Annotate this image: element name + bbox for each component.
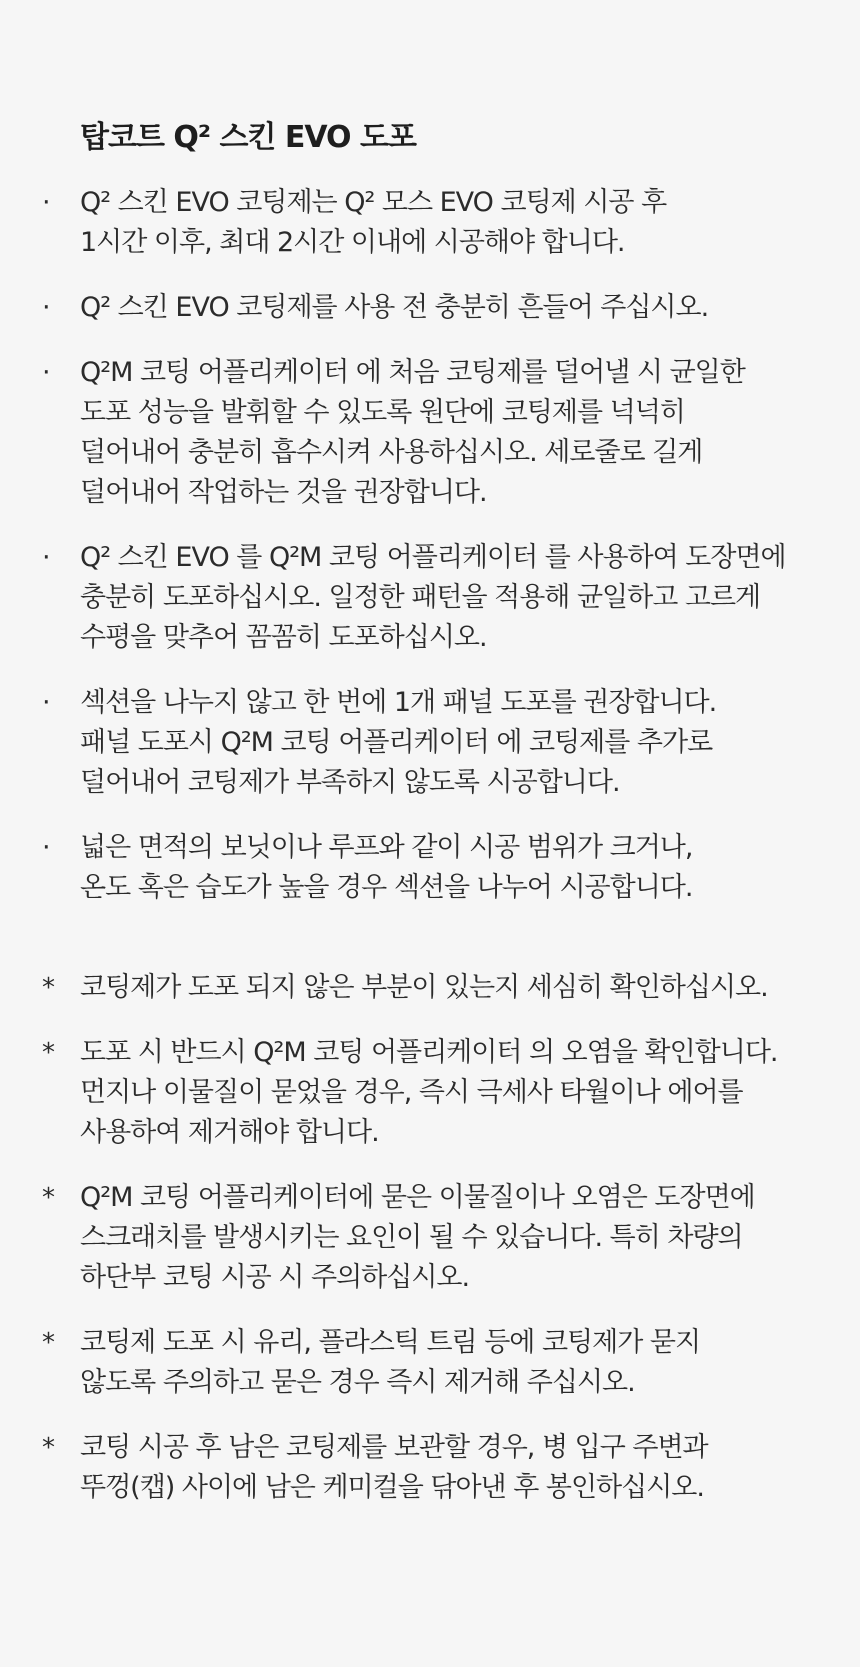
item-line: Q² 스킨 EVO 코팅제는 Q² 모스 EVO 코팅제 시공 후	[80, 187, 667, 218]
note-line: 하단부 코팅 시공 시 주의하십시오.	[80, 1262, 470, 1293]
item-line: 덜어내어 충분히 흡수시켜 사용하십시오. 세로줄로 길게	[80, 437, 703, 468]
note-line: 코팅제 도포 시 유리, 플라스틱 트림 등에 코팅제가 묻지	[80, 1327, 701, 1358]
section-title: 탑코트 Q² 스킨 EVO 도포	[80, 120, 416, 155]
bullet-marker: ·	[42, 832, 50, 863]
note-line: 사용하여 제거해야 합니다.	[80, 1117, 379, 1148]
bullet-marker: ·	[42, 187, 50, 218]
note-line: 않도록 주의하고 묻은 경우 즉시 제거해 주십시오.	[80, 1367, 635, 1398]
item-line: Q²M 코팅 어플리케이터 에 처음 코팅제를 덜어낼 시 균일한	[80, 357, 745, 388]
instruction-item	[0, 288, 860, 328]
instruction-item	[0, 353, 860, 513]
note-line: 코팅제가 도포 되지 않은 부분이 있는지 세심히 확인하십시오.	[80, 972, 768, 1003]
bullet-marker: ·	[42, 357, 50, 388]
item-line: 섹션을 나누지 않고 한 번에 1개 패널 도포를 권장합니다.	[80, 687, 717, 718]
caution-notes	[0, 968, 860, 1508]
note-line: 뚜껑(캡) 사이에 남은 케미컬을 닦아낸 후 봉인하십시오.	[80, 1472, 704, 1503]
asterisk-marker: *	[42, 1183, 54, 1213]
item-line: Q² 스킨 EVO 코팅제를 사용 전 충분히 흔들어 주십시오.	[80, 292, 709, 323]
note-line: 스크래치를 발생시키는 요인이 될 수 있습니다. 특히 차량의	[80, 1222, 743, 1253]
item-line: 덜어내어 코팅제가 부족하지 않도록 시공합니다.	[80, 767, 620, 798]
note-item	[0, 1033, 860, 1153]
item-line: 수평을 맞추어 꼼꼼히 도포하십시오.	[80, 622, 487, 653]
asterisk-marker: *	[42, 1038, 54, 1068]
note-line: 코팅 시공 후 남은 코팅제를 보관할 경우, 병 입구 주변과	[80, 1432, 708, 1463]
item-line: 도포 성능을 발휘할 수 있도록 원단에 코팅제를 넉넉히	[80, 397, 685, 428]
instruction-item	[0, 683, 860, 803]
item-line: 온도 혹은 습도가 높을 경우 섹션을 나누어 시공합니다.	[80, 872, 693, 903]
item-line: 덜어내어 작업하는 것을 권장합니다.	[80, 477, 487, 508]
bullet-marker: ·	[42, 542, 50, 573]
note-item	[0, 1178, 860, 1298]
item-line: 충분히 도포하십시오. 일정한 패턴을 적용해 균일하고 고르게	[80, 582, 761, 613]
note-line: Q²M 코팅 어플리케이터에 묻은 이물질이나 오염은 도장면에	[80, 1182, 755, 1213]
item-line: 1시간 이후, 최대 2시간 이내에 시공해야 합니다.	[80, 227, 625, 258]
note-item	[0, 1428, 860, 1508]
item-line: 넓은 면적의 보닛이나 루프와 같이 시공 범위가 크거나,	[80, 832, 693, 863]
bullet-marker: ·	[42, 687, 50, 718]
bullet-marker: ·	[42, 292, 50, 323]
asterisk-marker: *	[42, 973, 54, 1003]
instruction-list	[0, 183, 860, 908]
note-line: 먼지나 이물질이 묻었을 경우, 즉시 극세사 타월이나 에어를	[80, 1077, 743, 1108]
instruction-item	[0, 183, 860, 263]
item-line: Q² 스킨 EVO 를 Q²M 코팅 어플리케이터 를 사용하여 도장면에	[80, 542, 786, 573]
note-line: 도포 시 반드시 Q²M 코팅 어플리케이터 의 오염을 확인합니다.	[80, 1037, 778, 1068]
asterisk-marker: *	[42, 1433, 54, 1463]
instruction-item	[0, 538, 860, 658]
note-item	[0, 968, 860, 1008]
asterisk-marker: *	[42, 1328, 54, 1358]
instruction-item	[0, 828, 860, 908]
item-line: 패널 도포시 Q²M 코팅 어플리케이터 에 코팅제를 추가로	[80, 727, 713, 758]
note-item	[0, 1323, 860, 1403]
